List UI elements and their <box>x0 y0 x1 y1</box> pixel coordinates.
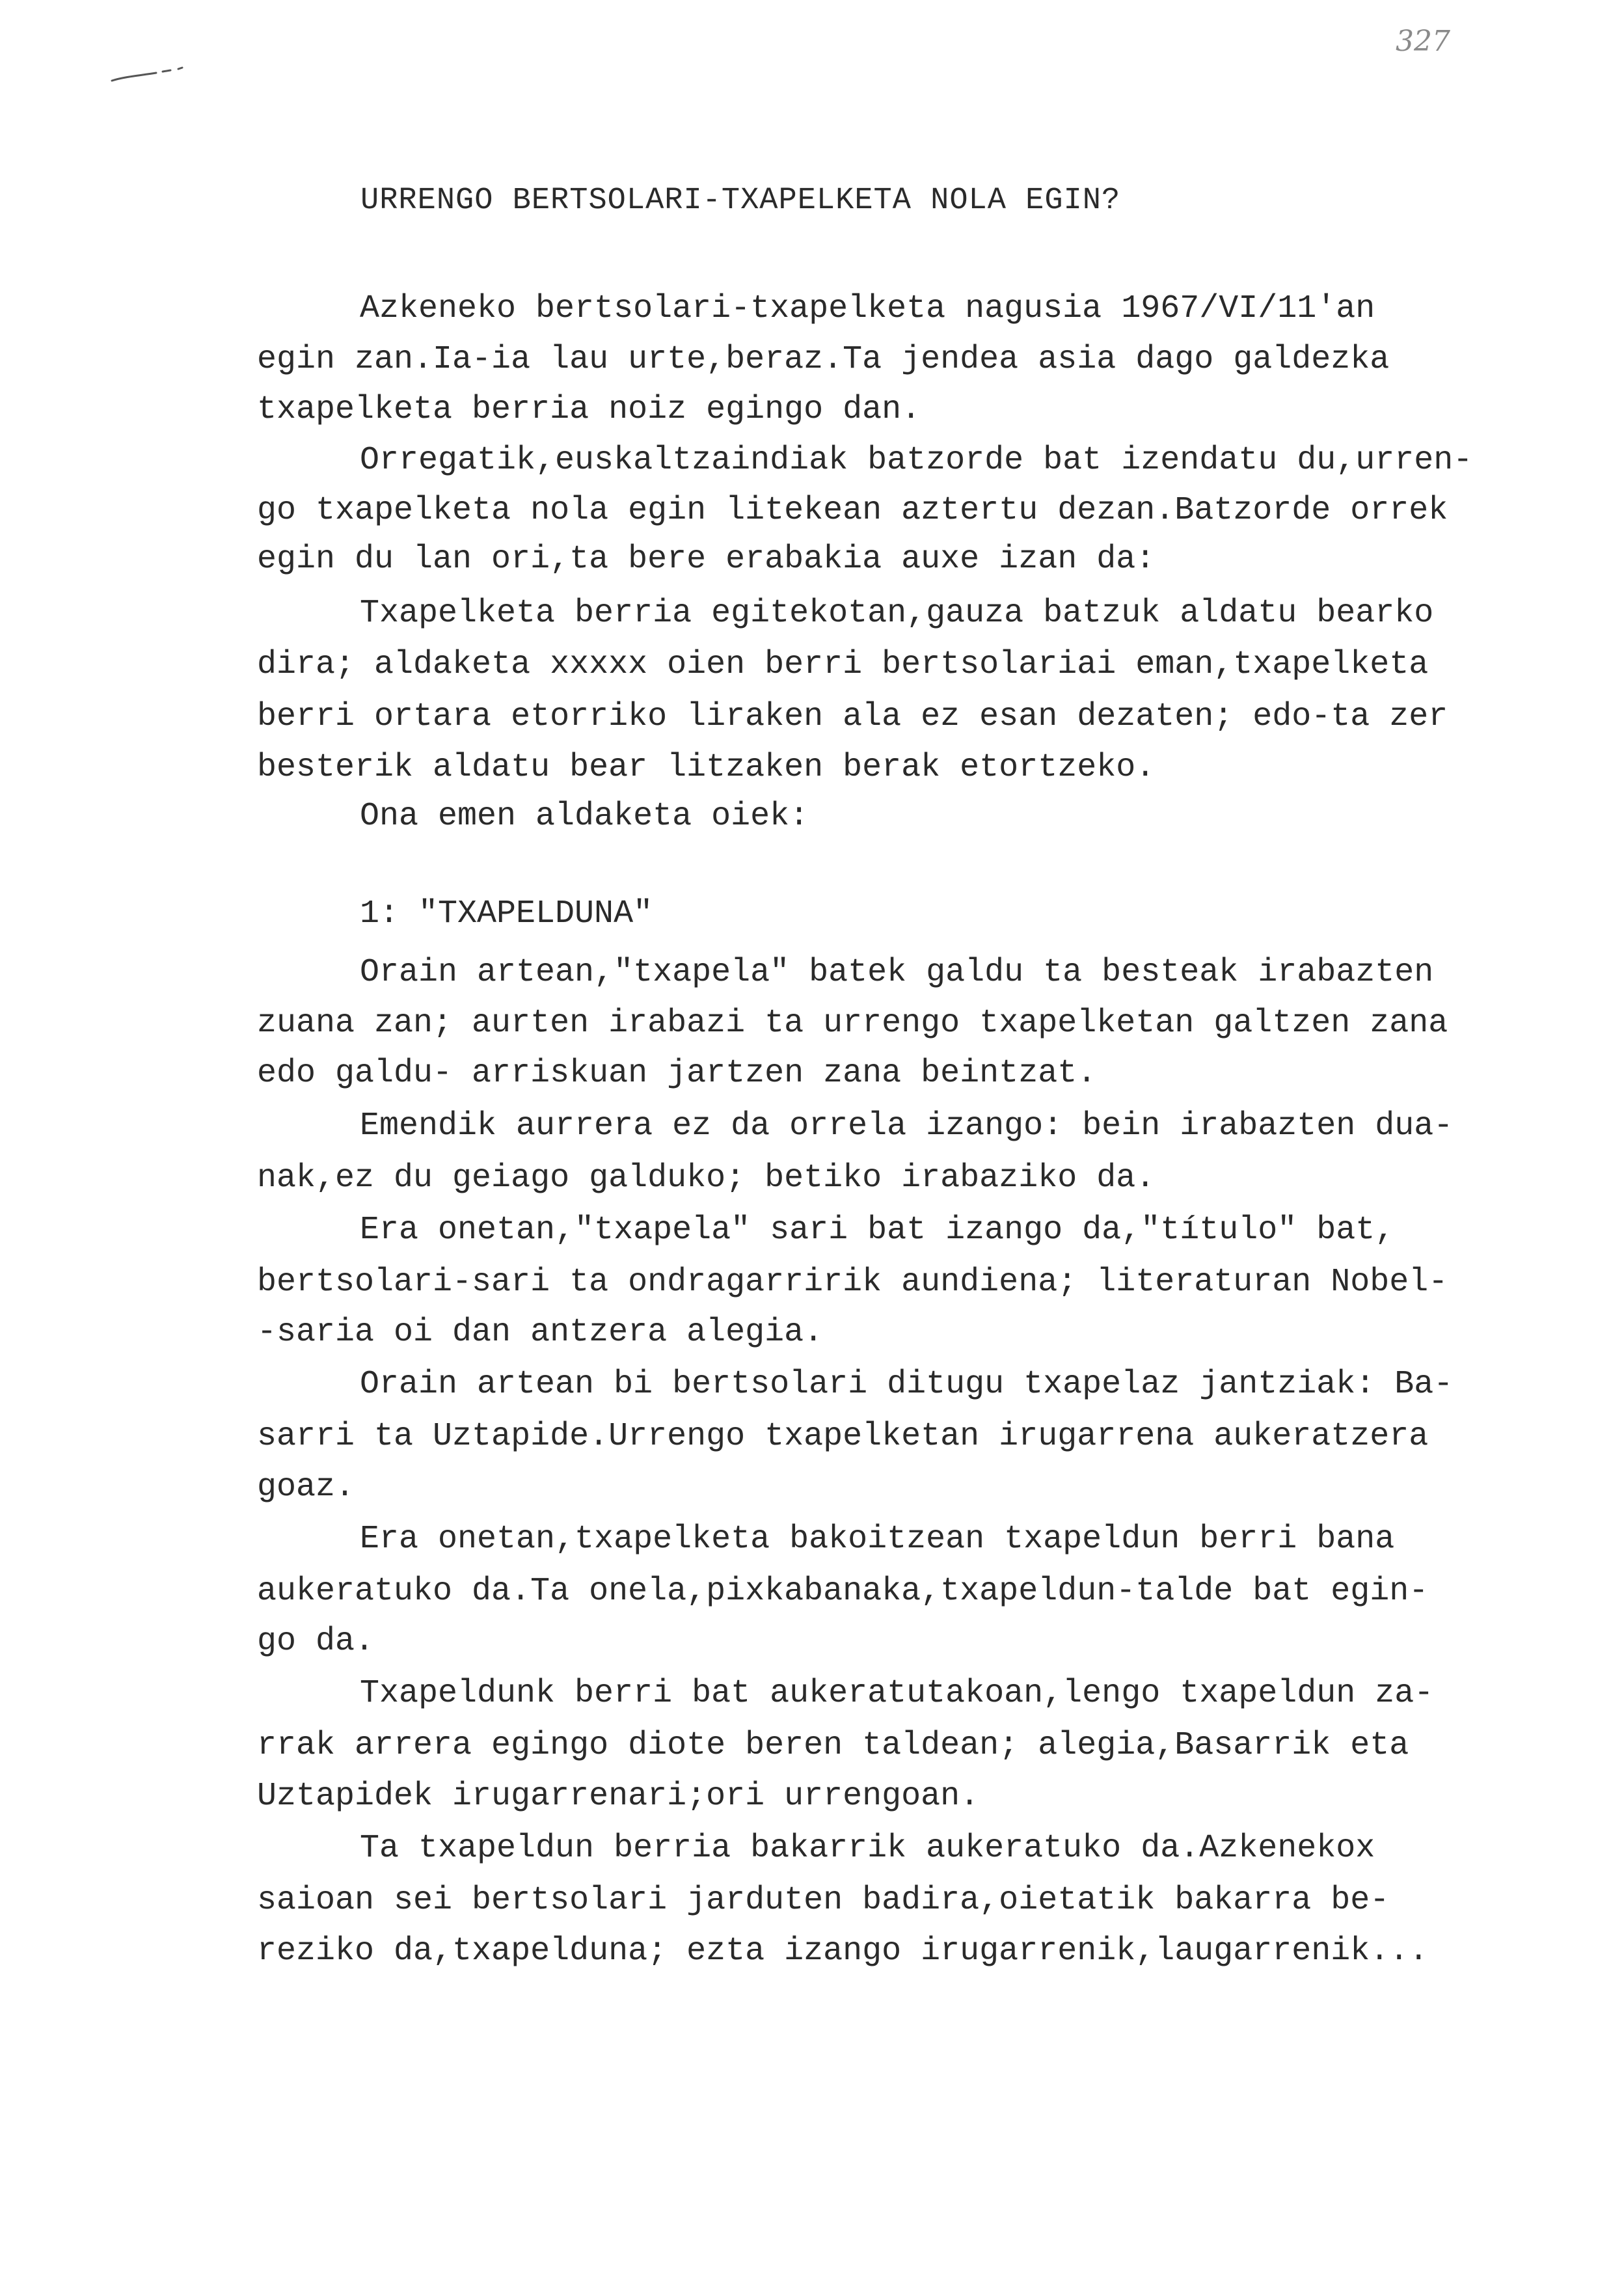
text-line: egin zan.Ia-ia lau urte,beraz.Ta jendea asia dago galdezka <box>257 341 1390 378</box>
text-line: go txapelketa nola egin litekean aztertu dezan.Batzorde orrek <box>257 492 1448 529</box>
text-line: txapelketa berria noiz egingo dan. <box>257 391 921 428</box>
text-line: reziko da,txapelduna; ezta izango irugarrenik,laugarrenik... <box>257 1933 1429 1970</box>
text-line: go da. <box>257 1623 375 1660</box>
text-line: besterik aldatu bear litzaken berak etortzeko. <box>257 749 1156 786</box>
text-line: Orain artean bi bertsolari ditugu txapelaz jantziak: Ba- <box>360 1366 1454 1403</box>
text-line: Era onetan,"txapela" sari bat izango da,"título" bat, <box>360 1212 1395 1249</box>
text-line: Orregatik,euskaltzaindiak batzorde bat izendatu du,urren- <box>360 442 1473 479</box>
text-line: bertsolari-sari ta ondragarririk aundiena; literaturan Nobel- <box>257 1264 1448 1301</box>
text-line: 1: "TXAPELDUNA" <box>360 895 653 932</box>
text-line: Txapeldunk berri bat aukeratutakoan,lengo txapeldun za- <box>360 1675 1434 1712</box>
text-line: aukeratuko da.Ta onela,pixkabanaka,txapeldun-talde bat egin- <box>257 1573 1429 1610</box>
text-line: berri ortara etorriko liraken ala ez esan dezaten; edo-ta zer <box>257 698 1448 735</box>
text-line: Azkeneko bertsolari-txapelketa nagusia 1967/VI/11'an <box>360 290 1375 327</box>
text-line: rrak arrera egingo diote beren taldean; alegia,Basarrik eta <box>257 1727 1409 1764</box>
text-line: edo galdu- arriskuan jartzen zana beintzat. <box>257 1055 1097 1092</box>
text-line: Txapelketa berria egitekotan,gauza batzuk aldatu bearko <box>360 595 1434 632</box>
pen-mark-icon <box>111 64 189 83</box>
text-line: nak,ez du geiago galduko; betiko irabaziko da. <box>257 1160 1156 1197</box>
text-line: Ona emen aldaketa oiek: <box>360 798 809 835</box>
text-line: zuana zan; aurten irabazi ta urrengo txapelketan galtzen zana <box>257 1005 1448 1042</box>
text-line: egin du lan ori,ta bere erabakia auxe izan da: <box>257 541 1156 578</box>
text-line: Uztapidek irugarrenari;ori urrengoan. <box>257 1778 980 1815</box>
text-line: Emendik aurrera ez da orrela izango: bein irabazten dua- <box>360 1107 1454 1145</box>
text-line: goaz. <box>257 1469 355 1506</box>
text-line: Orain artean,"txapela" batek galdu ta besteak irabazten <box>360 954 1434 991</box>
text-line: -saria oi dan antzera alegia. <box>257 1314 824 1351</box>
document-title: URRENGO BERTSOLARI-TXAPELKETA NOLA EGIN? <box>360 183 1121 218</box>
text-line: dira; aldaketa xxxxx oien berri bertsolariai eman,txapelketa <box>257 646 1429 683</box>
text-line: sarri ta Uztapide.Urrengo txapelketan irugarrena aukeratzera <box>257 1418 1429 1455</box>
page-number: 327 <box>1396 25 1450 58</box>
text-line: saioan sei bertsolari jarduten badira,oietatik bakarra be- <box>257 1882 1390 1919</box>
text-line: Era onetan,txapelketa bakoitzean txapeldun berri bana <box>360 1521 1395 1558</box>
text-line: Ta txapeldun berria bakarrik aukeratuko da.Azkenekox <box>360 1830 1375 1867</box>
